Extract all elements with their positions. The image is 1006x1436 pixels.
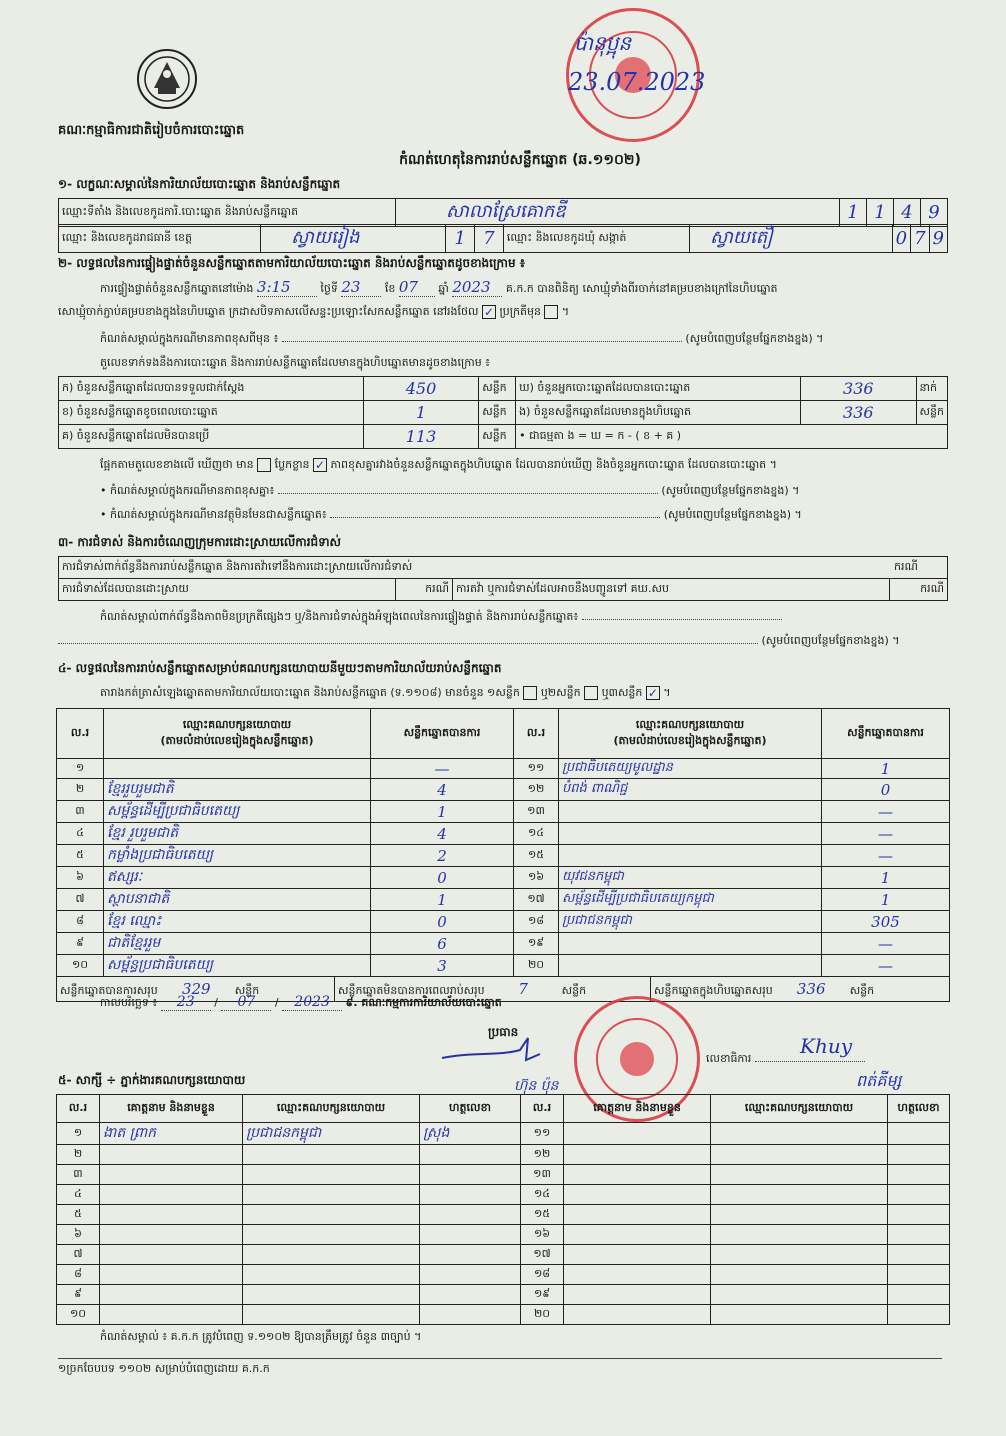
- party-votes: 4: [371, 823, 514, 845]
- party-row: [57, 955, 950, 977]
- witness-party: [711, 1205, 888, 1225]
- party-name: [559, 801, 822, 823]
- party-row: [57, 889, 950, 911]
- difference-yes-checkbox[interactable]: [257, 458, 271, 472]
- party-name: ជាតិខ្មែររួម: [104, 933, 371, 955]
- witness-party: [711, 1245, 888, 1265]
- section2-heading: ២- លទ្ធផលនៃការផ្ទៀងផ្ទាត់ចំនួនសន្លឹកឆ្នោតតាមការិយាល័យបោះឆ្នោត និងរាប់សន្លឹកឆ្នោតដូចខាងក្រោម ៖: [58, 256, 526, 270]
- province-table: [58, 224, 948, 253]
- party-name: បំពង់ ពាណិជ្ជ: [559, 779, 822, 801]
- witness-party: [243, 1285, 420, 1305]
- witness-row: [57, 1265, 950, 1285]
- witness-party: [243, 1145, 420, 1165]
- party-row-no: ១៦: [514, 867, 559, 889]
- party-row-no: ៣: [57, 801, 104, 823]
- witness-party: [711, 1285, 888, 1305]
- witness-signature: [888, 1205, 950, 1225]
- commune-label: ឈ្មោះ និងលេខកូដឃុំ សង្កាត់: [503, 225, 689, 253]
- witness-table: ល.រ គោត្តនាម និងនាមខ្លួន ឈ្មោះគណបក្សនយោបាយ ហត្ថលេខា ល.រ គោត្តនាម និងនាមខ្លួន ឈ្មោះគណបក្សនយោបាយ ហត្ថលេខា ១ ងាត ព្រាក ប្រជាជនកម្ពុជា ស្រុង ១១ ២ ១២ ៣ ១៣ ៤ ១៤ ៥ ១៥ ៦ ១៦ ៧ ១៧ ៨ ១៨ ៩ ១៩ ១០ ២០: [56, 1094, 950, 1325]
- location-label: ឈ្មោះទីតាំង និងលេខកូដការិ.បោះឆ្នោត និងរាប់សន្លឹកឆ្នោត: [59, 199, 396, 227]
- party-name: [559, 823, 822, 845]
- witness-party: [243, 1225, 420, 1245]
- witness-row: [57, 1145, 950, 1165]
- witness-no: ១៩: [521, 1285, 564, 1305]
- stamp-initials: ប៉ានុប្អុន: [574, 31, 632, 55]
- section4-heading: ៤- លទ្ធផលនៃការរាប់សន្លឹកឆ្នោតសម្រាប់គណបក្សនយោបាយនីមួយៗតាមការិយាល័យរាប់សន្លឹកឆ្នោត: [58, 661, 502, 675]
- compare-line: ផ្អែកតាមតួលេខខាងលើ ឃើញថា មាន ប្លែកខ្លាន ✓ ភាពខុសគ្នារវាងចំនួនសន្លឹកឆ្នោតក្នុងហិបឆ្នោត ដែលបានរាប់ឃើញ និងចំនួនអ្នកបោះឆ្នោត ដែលបានបោះឆ្នោត ។: [100, 458, 777, 472]
- check-day: 23: [341, 278, 381, 297]
- party-row-no: ១០: [57, 955, 104, 977]
- nec-emblem: [136, 48, 198, 110]
- witness-name: [564, 1165, 711, 1185]
- witness-no: ១៨: [521, 1265, 564, 1285]
- stamp-date: 23.07.2023: [568, 68, 706, 96]
- intact-checkbox[interactable]: ✓: [483, 305, 494, 319]
- two-sheet-checkbox[interactable]: [584, 686, 598, 700]
- col-party: ឈ្មោះគណបក្សនយោបាយ (តាមលំដាប់លេខរៀងក្នុងសន្លឹកឆ្នោត): [104, 709, 371, 759]
- party-votes: 1: [371, 801, 514, 823]
- witness-no: ៣: [57, 1165, 100, 1185]
- witness-party: [243, 1305, 420, 1325]
- witness-name: [564, 1123, 711, 1145]
- party-row-no: ២: [57, 779, 104, 801]
- party-name: សម្ព័ន្ធប្រជាធិបតេយ្យ: [104, 955, 371, 977]
- witness-signature: [420, 1165, 521, 1185]
- witness-row: [57, 1185, 950, 1205]
- irregularity-note: កំណត់សម្គាល់ពាក់ព័ន្ធនឹងភាពមិនប្រក្រតីផ្សេងៗ ឬ/និងការជំទាស់ក្នុងអំឡុងពេលនៃការផ្ទៀងផ្ទាត់ និងការរាប់សន្លឹកឆ្នោត៖: [100, 610, 948, 626]
- witness-signature: [420, 1205, 521, 1225]
- col-party: ឈ្មោះគណបក្សនយោបាយ (តាមលំដាប់លេខរៀងក្នុងសន្លឹកឆ្នោត): [559, 709, 822, 759]
- commune-value: ស្វាយតឿ: [690, 225, 893, 253]
- witness-party: [711, 1185, 888, 1205]
- party-row-no: ១៥: [514, 845, 559, 867]
- witness-row: [57, 1285, 950, 1305]
- witness-party: [243, 1165, 420, 1185]
- check-month: 07: [399, 278, 435, 297]
- witness-party: [711, 1305, 888, 1325]
- count-received-value: 450: [363, 377, 478, 401]
- note-difference: • កំណត់សម្គាល់ក្នុងករណីមានភាពខុសគ្នា៖ (សូមបំពេញបន្ថែមផ្នែកខាងខ្នង) ។: [100, 484, 800, 497]
- location-table: [58, 198, 948, 227]
- witness-no: ១០: [57, 1305, 100, 1325]
- witness-row: [57, 1123, 950, 1145]
- secretary-signature: Khuy: [800, 1034, 853, 1058]
- party-row-no: ៨: [57, 911, 104, 933]
- total-valid-value: 329: [161, 977, 231, 1002]
- party-row-no: ១៧: [514, 889, 559, 911]
- witness-party: [243, 1265, 420, 1285]
- party-row-no: ១៣: [514, 801, 559, 823]
- party-row-no: ៤: [57, 823, 104, 845]
- party-votes: —: [822, 801, 950, 823]
- witness-signature: [888, 1285, 950, 1305]
- party-votes: 0: [371, 911, 514, 933]
- party-row-no: ១៩: [514, 933, 559, 955]
- witness-name: [100, 1185, 243, 1205]
- witness-name: [100, 1225, 243, 1245]
- difference-no-checkbox[interactable]: ✓: [315, 458, 326, 472]
- party-row-no: ៥: [57, 845, 104, 867]
- location-code-digit: 1: [840, 199, 867, 227]
- witness-no: ៩: [57, 1285, 100, 1305]
- witness-name: [100, 1285, 243, 1305]
- party-name: [104, 759, 371, 779]
- witness-signature: [420, 1225, 521, 1245]
- party-row: [57, 867, 950, 889]
- three-sheet-checkbox[interactable]: ✓: [647, 686, 658, 700]
- location-code-digit: 4: [894, 199, 921, 227]
- appeal-label: ការតវ៉ា ឬការជំទាស់ដែលអាចនឹងបញ្ជូនទៅ គឃ.សប: [453, 579, 890, 601]
- witness-no: ១៥: [521, 1205, 564, 1225]
- witness-name: [564, 1145, 711, 1165]
- witness-name: [100, 1265, 243, 1285]
- party-row: [57, 759, 950, 779]
- witness-name: [564, 1185, 711, 1205]
- witness-no: ៤: [57, 1185, 100, 1205]
- party-name: [559, 933, 822, 955]
- witness-signature: ស្រុង: [420, 1123, 521, 1145]
- party-votes: 0: [822, 779, 950, 801]
- party-name: កម្លាំងប្រជាធិបតេយ្យ: [104, 845, 371, 867]
- party-name: [559, 955, 822, 977]
- party-results-table: [56, 708, 950, 1002]
- witness-row: [57, 1245, 950, 1265]
- party-name: សម្ព័ន្ធដើម្បីប្រជាធិបតេយ្យកម្ពុជា: [559, 889, 822, 911]
- seal-intact-line: សោឃ្មុំចាក់ភ្ជាប់គម្របខាងក្នុងនៃហិបឆ្នោត ក្រដាសបិទភាសលើសន្ទះប្រឡោះសែកសន្លឹកឆ្នោត នៅរងថែល ✓ ប្រក្រតីមុន ។: [58, 305, 570, 319]
- party-row: [57, 933, 950, 955]
- count-received-label: ក) ចំនួនសន្លឹកឆ្នោតដែលបានទទួលជាក់ស្តែង: [59, 377, 364, 401]
- location-value: សាលាស្រែគោកឌី: [396, 199, 840, 227]
- witness-name: [564, 1205, 711, 1225]
- witness-party: ប្រជាជនកម្ពុជា: [243, 1123, 420, 1145]
- witness-party: [711, 1123, 888, 1145]
- witness-no: ៨: [57, 1265, 100, 1285]
- witness-name: ងាត ព្រាក: [100, 1123, 243, 1145]
- party-row-no: ១៨: [514, 911, 559, 933]
- bottom-note: ១ច្រកចែបបទ ១១០២ សម្រាប់បំពេញដោយ គ.ក.ក: [58, 1362, 270, 1375]
- party-row: [57, 779, 950, 801]
- witness-name: [100, 1145, 243, 1165]
- col-no: ល.រ: [514, 709, 559, 759]
- witness-party: [711, 1225, 888, 1245]
- counts-table: ក) ចំនួនសន្លឹកឆ្នោតដែលបានទទួលជាក់ស្តែង 450 សន្លឹក ឃ) ចំនួនអ្នកបោះឆ្នោតដែលបានបោះឆ្នោត 336 នាក់ ខ) ចំនួនសន្លឹកឆ្នោតខូចពេលបោះឆ្នោត 1 សន្លឹក ង) ចំនួនសន្លឹកឆ្នោតដែលមានក្នុងហិបឆ្នោត 336 សន្លឹក គ) ចំនួនសន្លឹកឆ្នោតដែលមិនបានប្រើ 113 សន្លឹក • ជាធម្មតា ង = ឃ = ក - ( ខ + គ ): [58, 376, 948, 449]
- check-year: 2023: [452, 278, 502, 297]
- party-name: ឥស្សរៈ: [104, 867, 371, 889]
- one-sheet-checkbox[interactable]: [523, 686, 537, 700]
- count-in-box-value: 336: [801, 401, 917, 425]
- witness-party: [243, 1205, 420, 1225]
- witness-name: [564, 1265, 711, 1285]
- province-label: ឈ្មោះ និងលេខកូដរាជធានី ខេត្ត: [59, 225, 261, 253]
- complaints-label: ការជំទាស់ពាក់ព័ន្ធនឹងការរាប់សន្លឹកឆ្នោត និងការតវ៉ាទៅនឹងការដោះស្រាយលើការជំទាស់ ករណី: [59, 557, 948, 579]
- not-intact-checkbox[interactable]: [544, 305, 558, 319]
- party-row: [57, 845, 950, 867]
- party-row-no: ១១: [514, 759, 559, 779]
- check-time: 3:15: [257, 278, 317, 297]
- witness-row: [57, 1305, 950, 1325]
- party-votes: —: [822, 955, 950, 977]
- col-no: ល.រ: [57, 709, 104, 759]
- irregularity-note-line2: (សូមបំពេញបន្ថែមផ្នែកខាងខ្នង) ។: [58, 634, 948, 650]
- witness-name: [564, 1285, 711, 1305]
- party-row-no: ១២: [514, 779, 559, 801]
- date-day: 23: [161, 994, 211, 1011]
- party-row-no: ៩: [57, 933, 104, 955]
- witness-row: [57, 1165, 950, 1185]
- count-voted-value: 336: [801, 377, 917, 401]
- location-code-digit: 1: [867, 199, 894, 227]
- witness-signature: [888, 1185, 950, 1205]
- witness-signature: [888, 1265, 950, 1285]
- witness-name: [564, 1245, 711, 1265]
- secretary-label: លេខាធិការ: [706, 1052, 865, 1068]
- party-name: យុវជនកម្ពុជា: [559, 867, 822, 889]
- witness-signature: [420, 1185, 521, 1205]
- committee-signature-label: ៩. គណៈកម្មការការិយាល័យបោះឆ្នោត: [345, 996, 502, 1009]
- section1-heading: ១- លក្ខណៈសម្គាល់នៃការិយាល័យបោះឆ្នោត និងរាប់សន្លឹកឆ្នោត: [58, 177, 341, 191]
- commune-code-digit: 7: [911, 225, 929, 253]
- form-title: កំណត់ហេតុនៃការរាប់សន្លឹកឆ្នោត (ឆ.១១០២): [399, 152, 641, 168]
- party-row-no: ១៤: [514, 823, 559, 845]
- date-month: 07: [221, 994, 271, 1011]
- witness-party: [711, 1265, 888, 1285]
- count-unused-label: គ) ចំនួនសន្លឹកឆ្នោតដែលមិនបានប្រើ: [59, 425, 364, 449]
- witness-no: ៧: [57, 1245, 100, 1265]
- check-time-line: ការផ្ទៀងផ្ទាត់ចំនួនសន្លឹកឆ្នោតនៅម៉ោង 3:15 ថ្ងៃទី 23 ខែ 07 ឆ្នាំ 2023 គ.ក.ក បានពិនិត្យ សោឃ្មុំទាំងពីរចាក់នៅគម្របខាងក្រៅនៃហិបឆ្នោត: [100, 278, 778, 296]
- party-row-no: ២០: [514, 955, 559, 977]
- party-votes: 1: [822, 759, 950, 779]
- witness-no: ១៦: [521, 1225, 564, 1245]
- witness-signature: [888, 1225, 950, 1245]
- witness-name: [564, 1225, 711, 1245]
- footer-rule: [58, 1358, 942, 1359]
- witness-row: [57, 1225, 950, 1245]
- province-value: ស្វាយរៀង: [261, 225, 446, 253]
- witness-name: [100, 1165, 243, 1185]
- witness-row: [57, 1205, 950, 1225]
- witness-signature: [420, 1285, 521, 1305]
- party-votes: —: [822, 823, 950, 845]
- col-votes: សន្លឹកឆ្នោតបានការ: [822, 709, 950, 759]
- complaints-table: ការជំទាស់ពាក់ព័ន្ធនឹងការរាប់សន្លឹកឆ្នោត និងការតវ៉ាទៅនឹងការដោះស្រាយលើការជំទាស់ ករណី ការជំទាស់ដែលបានដោះស្រាយ ករណី ការតវ៉ា ឬការជំទាស់ដែលអាចនឹងបញ្ជូនទៅ គឃ.សប ករណី: [58, 556, 948, 601]
- witness-no: ១៤: [521, 1185, 564, 1205]
- witness-signature: [888, 1165, 950, 1185]
- party-votes: 1: [371, 889, 514, 911]
- count-voted-label: ឃ) ចំនួនអ្នកបោះឆ្នោតដែលបានបោះឆ្នោត: [516, 377, 801, 401]
- witness-no: ១៧: [521, 1245, 564, 1265]
- count-in-box-label: ង) ចំនួនសន្លឹកឆ្នោតដែលមានក្នុងហិបឆ្នោត: [516, 401, 801, 425]
- party-votes: 1: [822, 889, 950, 911]
- section5-heading: ៥- សាក្សី ÷ ភ្នាក់ងារគណបក្សនយោបាយ: [58, 1073, 246, 1087]
- party-votes: —: [371, 759, 514, 779]
- chief-label: ប្រធាន: [488, 1025, 519, 1039]
- witness-signature: [888, 1123, 950, 1145]
- party-votes: 4: [371, 779, 514, 801]
- party-votes: 0: [371, 867, 514, 889]
- total-invalid-value: 7: [488, 977, 558, 1002]
- resolved-label: ការជំទាស់ដែលបានដោះស្រាយ: [59, 579, 396, 601]
- party-name: ស្ថាបនាជាតិ: [104, 889, 371, 911]
- witness-no: ១: [57, 1123, 100, 1145]
- chief-signature: [440, 1036, 550, 1069]
- witness-party: [243, 1245, 420, 1265]
- party-votes: 3: [371, 955, 514, 977]
- witness-signature: [888, 1305, 950, 1325]
- witness-no: ១២: [521, 1145, 564, 1165]
- party-row-no: ៧: [57, 889, 104, 911]
- witness-no: ៥: [57, 1205, 100, 1225]
- party-name: ប្រជាធិបតេយ្យមូលដ្ឋាន: [559, 759, 822, 779]
- party-votes: —: [822, 845, 950, 867]
- witness-signature: [888, 1245, 950, 1265]
- witness-name: [100, 1305, 243, 1325]
- witness-no: ២: [57, 1145, 100, 1165]
- party-name: សម្ព័ន្ធដើម្បីប្រជាធិបតេយ្យ: [104, 801, 371, 823]
- witness-name: [564, 1305, 711, 1325]
- witness-signature: [420, 1145, 521, 1165]
- party-name: ប្រជាជនកម្ពុជា: [559, 911, 822, 933]
- party-votes: 1: [822, 867, 950, 889]
- committee-label: គណៈកម្មាធិការជាតិរៀបចំការបោះឆ្នោត: [58, 123, 245, 138]
- date-line: កាលបរិច្ឆេទ ៖ 23 / 07 / 2023 ៩. គណៈកម្មការការិយាល័យបោះឆ្នោត: [100, 994, 502, 1010]
- witness-name: [100, 1245, 243, 1265]
- party-row-no: ១: [57, 759, 104, 779]
- count-formula: • ជាធម្មតា ង = ឃ = ក - ( ខ + គ ): [516, 425, 948, 449]
- col-votes: សន្លឹកឆ្នោតបានការ: [371, 709, 514, 759]
- witness-party: [711, 1165, 888, 1185]
- section3-heading: ៣- ការជំទាស់ និងការចំណេញក្រុមការដោះស្រាយលើការជំទាស់: [58, 535, 341, 549]
- province-code-digit: 1: [446, 225, 475, 253]
- province-code-digit: 7: [474, 225, 503, 253]
- secretary-name: ពត់គីម្ស: [856, 1071, 902, 1090]
- party-name: [559, 845, 822, 867]
- witness-name: [100, 1205, 243, 1225]
- party-votes: —: [822, 933, 950, 955]
- party-row: [57, 801, 950, 823]
- party-name: ខ្មែរ ឈ្មោះ: [104, 911, 371, 933]
- chief-name: ហ៊ុន ប៉ុន: [514, 1078, 559, 1094]
- witness-no: ៦: [57, 1225, 100, 1245]
- location-code-digit: 9: [921, 199, 948, 227]
- other-note-line: កំណត់សម្គាល់ក្នុងករណីមានភាពខុសពីមុន ៖ (សូមបំពេញបន្ថែមផ្នែកខាងខ្នង) ។: [100, 332, 824, 345]
- witness-signature: [420, 1245, 521, 1265]
- date-year: 2023: [282, 994, 342, 1011]
- count-spoiled-value: 1: [363, 401, 478, 425]
- footnote: កំណត់សម្គាល់ ៖ គ.ក.ក ត្រូវបំពេញ ទ.១១០២ ឱ្យបានត្រឹមត្រូវ ចំនួន ៣ច្បាប់ ។: [100, 1330, 422, 1343]
- total-box-value: 336: [776, 977, 846, 1002]
- party-row: [57, 823, 950, 845]
- commune-code-digit: 0: [892, 225, 910, 253]
- totals-row: សន្លឹកឆ្នោតបានការសរុប 329 សន្លឹក សន្លឹកឆ្នោតមិនបានការពេលរាប់សរុប 7 សន្លឹក សន្លឹកឆ្នោតក្នុងហិបឆ្នោតសរុប 336 សន្លឹក: [57, 977, 950, 1002]
- party-row: [57, 911, 950, 933]
- witness-no: ២០: [521, 1305, 564, 1325]
- party-name: ខ្មែរ រួបរួមជាតិ: [104, 823, 371, 845]
- witness-no: ១៣: [521, 1165, 564, 1185]
- party-votes: 6: [371, 933, 514, 955]
- commune-code-digit: 9: [929, 225, 947, 253]
- witness-signature: [888, 1145, 950, 1165]
- witness-no: ១១: [521, 1123, 564, 1145]
- party-row-no: ៦: [57, 867, 104, 889]
- count-unused-value: 113: [363, 425, 478, 449]
- note-foreign-object: • កំណត់សម្គាល់ក្នុងករណីមានវត្ថុមិនមែនជាសន្លឹកឆ្នោត៖ (សូមបំពេញបន្ថែមផ្នែកខាងខ្នង) ។: [100, 508, 802, 521]
- witness-signature: [420, 1305, 521, 1325]
- count-spoiled-label: ខ) ចំនួនសន្លឹកឆ្នោតខូចពេលបោះឆ្នោត: [59, 401, 364, 425]
- witness-party: [243, 1185, 420, 1205]
- counts-intro: តួលេខទាក់ទងនឹងការបោះឆ្នោត និងការរាប់សន្លឹកឆ្នោតដែលមានក្នុងហិបឆ្នោតមានដូចខាងក្រោម ៖: [100, 356, 491, 369]
- party-votes: 305: [822, 911, 950, 933]
- witness-party: [711, 1145, 888, 1165]
- witness-signature: [420, 1265, 521, 1285]
- party-votes: 2: [371, 845, 514, 867]
- sheet-count-line: តារាងកត់ត្រាសំឡេងឆ្នោតតាមការិយាល័យបោះឆ្នោត និងរាប់សន្លឹកឆ្នោត (ទ.១១០៨) មានចំនួន ១សន្លឹក ឬ២សន្លឹក ឬ៣សន្លឹក ✓ ។: [100, 686, 671, 700]
- party-name: ខ្មែររួបរួមជាតិ: [104, 779, 371, 801]
